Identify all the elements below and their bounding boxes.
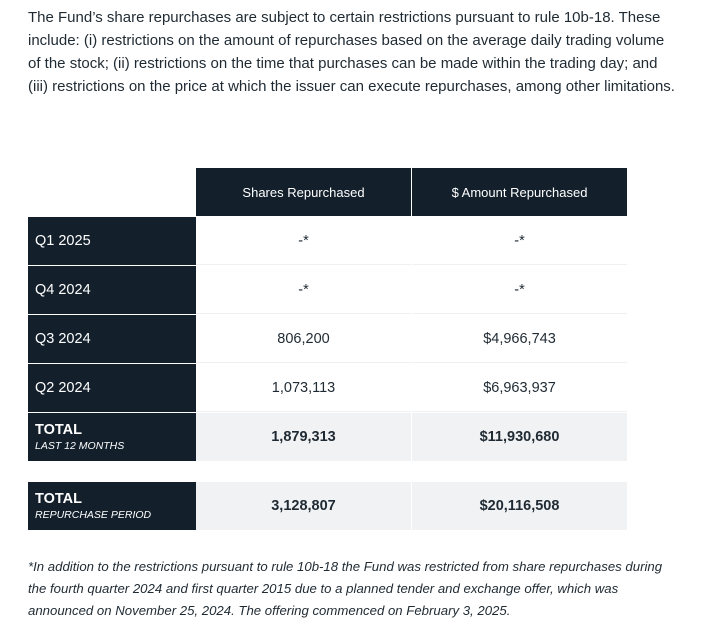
amount-cell: $4,966,743: [412, 315, 627, 363]
row-label: Q4 2024: [28, 266, 196, 314]
row-label: [28, 413, 196, 461]
amount-cell: $20,116,508: [412, 482, 627, 530]
shares-cell: 1,879,313: [196, 413, 411, 461]
amount-cell: -*: [412, 217, 627, 265]
shares-cell: -*: [196, 217, 411, 265]
table-row: [28, 217, 628, 265]
total-sublabel: REPURCHASE PERIOD: [35, 509, 152, 521]
header-spacer: [28, 168, 196, 216]
row-label: Q2 2024: [28, 364, 196, 412]
repurchase-table: [28, 168, 628, 530]
total-sublabel: LAST 12 MONTHS: [35, 440, 125, 452]
shares-cell: 3,128,807: [196, 482, 411, 530]
amount-cell: -*: [412, 266, 627, 314]
total-label: TOTAL: [35, 491, 82, 507]
shares-cell: 1,073,113: [196, 364, 411, 412]
shares-cell: 806,200: [196, 315, 411, 363]
table-row: [28, 315, 628, 363]
total-label: TOTAL: [35, 422, 82, 438]
table-row: [28, 266, 628, 314]
row-label: Q3 2024: [28, 315, 196, 363]
amount-cell: $6,963,937: [412, 364, 627, 412]
row-label: [28, 482, 196, 530]
intro-paragraph: The Fund’s share repurchases are subject to certain restrictions pursuant to rule 10b-18. These include: (i) restrictions on the amount of repurchases based on the average daily trading volume of the stock; (ii) restrictions on the time that purchases can be made within the trading day; and (iii) restrictions on the price at which the issuer can execute repurchases, among other limitations.: [28, 9, 675, 95]
header-shares: Shares Repurchased: [196, 168, 411, 216]
header-amount: $ Amount Repurchased: [412, 168, 627, 216]
table-header: [28, 168, 628, 216]
table-row: [28, 364, 628, 412]
amount-cell: $11,930,680: [412, 413, 627, 461]
total-repurchase-period-row: [28, 482, 628, 530]
total-12-months-row: [28, 413, 628, 461]
shares-cell: -*: [196, 266, 411, 314]
row-label: Q1 2025: [28, 217, 196, 265]
footnote: *In addition to the restrictions pursuant to rule 10b-18 the Fund was restricted from share repurchases during the fourth quarter 2024 and first quarter 2015 due to a planned tender and exchange offer, which was announced on November 25, 2024. The offering commenced on February 3, 2025.: [28, 559, 663, 618]
